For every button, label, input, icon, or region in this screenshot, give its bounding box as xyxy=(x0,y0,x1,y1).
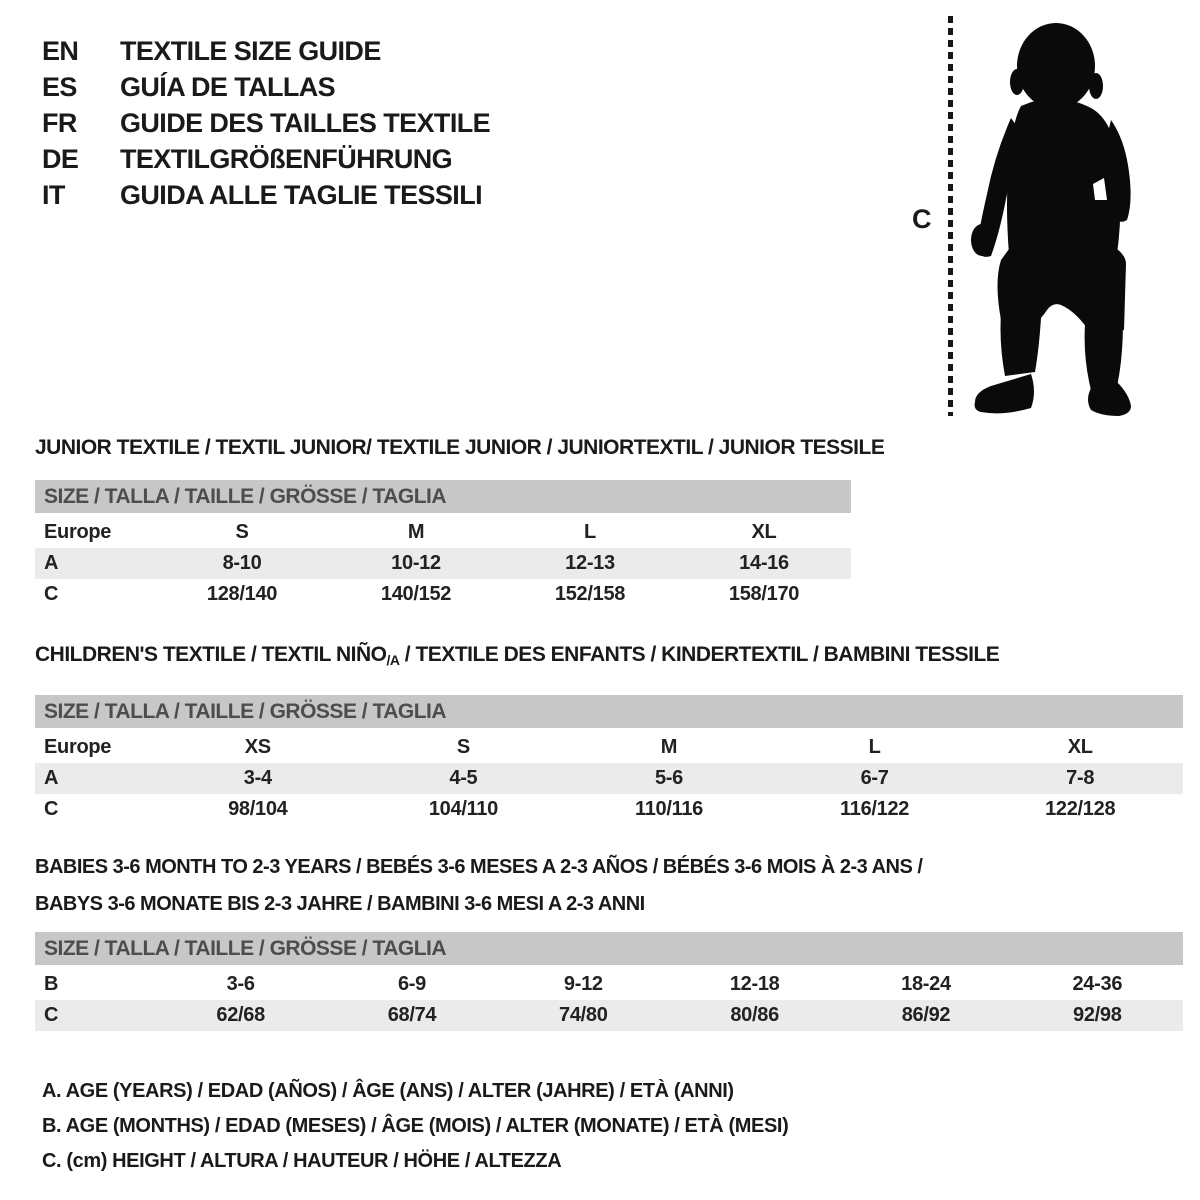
cell: 8-10 xyxy=(222,552,262,574)
cell: L xyxy=(868,736,881,758)
table-row xyxy=(35,1000,1183,1031)
row-label: Europe xyxy=(44,736,112,758)
babies-section-title-line1: BABIES 3-6 MONTH TO 2-3 YEARS / BEBÉS 3-6 MESES A 2-3 AÑOS / BÉBÉS 3-6 MOIS À 2-3 ANS / xyxy=(35,856,923,878)
cell: 18-24 xyxy=(901,973,951,995)
cell: 92/98 xyxy=(1073,1004,1122,1026)
cell: 12-18 xyxy=(729,973,780,995)
cell: 110/116 xyxy=(634,798,703,820)
table-row xyxy=(35,548,851,579)
table-row xyxy=(35,732,1183,763)
table-row xyxy=(35,794,1183,825)
babies-section-title-line2: BABYS 3-6 MONATE BIS 2-3 JAHRE / BAMBINI 3-6 MESI A 2-3 ANNI xyxy=(35,893,645,915)
cell: 6-9 xyxy=(397,973,426,995)
lang-row-en xyxy=(42,33,490,69)
lang-code: IT xyxy=(42,179,65,210)
junior-section-title: JUNIOR TEXTILE / TEXTIL JUNIOR/ TEXTILE JUNIOR / JUNIORTEXTIL / JUNIOR TESSILE xyxy=(35,436,885,459)
lang-row-de xyxy=(42,141,490,177)
cell: 4-5 xyxy=(449,767,478,789)
lang-code: DE xyxy=(42,143,79,174)
cell: 140/152 xyxy=(380,583,452,605)
cell: 3-4 xyxy=(243,767,272,789)
cell: XS xyxy=(244,736,271,758)
cell: 24-36 xyxy=(1072,973,1123,995)
children-title-text: CHILDREN'S TEXTILE / TEXTIL NIÑO xyxy=(35,643,387,666)
size-header-bar: SIZE / TALLA / TAILLE / GRÖSSE / TAGLIA xyxy=(35,695,1183,728)
cell: XL xyxy=(1067,736,1093,758)
cell: 9-12 xyxy=(563,973,603,995)
cell: 104/110 xyxy=(428,798,498,820)
guide-title: GUIDE DES TAILLES TEXTILE xyxy=(120,107,491,138)
table-row xyxy=(35,969,1183,1000)
row-label: Europe xyxy=(44,521,112,543)
size-header-bar: SIZE / TALLA / TAILLE / GRÖSSE / TAGLIA xyxy=(35,480,851,513)
lang-code: EN xyxy=(42,35,79,66)
language-title-block xyxy=(42,33,490,213)
cell: M xyxy=(660,736,678,758)
babies-size-table xyxy=(35,969,1183,1031)
guide-title: TEXTILGRÖßENFÜHRUNG xyxy=(120,143,453,174)
row-label: A xyxy=(44,767,59,789)
lang-code: FR xyxy=(42,107,77,138)
children-section xyxy=(35,643,1183,825)
cell: 80/86 xyxy=(730,1004,779,1026)
children-size-table xyxy=(35,732,1183,825)
cell: M xyxy=(407,521,425,543)
cell: L xyxy=(584,521,596,543)
table-row xyxy=(35,579,851,610)
row-label: C xyxy=(44,798,59,820)
cell: 128/140 xyxy=(206,583,278,605)
lang-row-es xyxy=(42,69,490,105)
cell: 14-16 xyxy=(739,552,789,574)
cell: 158/170 xyxy=(728,583,800,605)
cell: 10-12 xyxy=(391,552,441,574)
cell: 12-13 xyxy=(565,552,615,574)
children-section-title xyxy=(35,643,1183,672)
cell: 122/128 xyxy=(1045,798,1116,820)
row-label: A xyxy=(44,552,59,574)
lang-row-it xyxy=(42,177,490,213)
toddler-silhouette-icon xyxy=(965,14,1145,419)
cell: 152/158 xyxy=(554,583,626,605)
measurement-legend xyxy=(42,1074,788,1179)
cell: 74/80 xyxy=(559,1004,608,1026)
junior-section xyxy=(35,436,885,610)
height-measure-figure xyxy=(900,0,1200,430)
cell: XL xyxy=(751,521,777,543)
guide-title: GUIDA ALLE TAGLIE TESSILI xyxy=(120,179,482,210)
row-label: C xyxy=(44,1004,59,1026)
cell: 62/68 xyxy=(216,1004,265,1026)
cell: S xyxy=(235,521,249,543)
cell: 7-8 xyxy=(1066,767,1095,789)
cell: 98/104 xyxy=(228,798,288,820)
junior-size-table xyxy=(35,517,851,610)
cell: 6-7 xyxy=(860,767,889,789)
cell: 5-6 xyxy=(654,767,683,789)
cell: 3-6 xyxy=(226,973,255,995)
cell: S xyxy=(456,736,470,758)
row-label: C xyxy=(44,583,59,605)
row-label: B xyxy=(44,973,59,995)
legend-line-b: B. AGE (MONTHS) / EDAD (MESES) / ÂGE (MOIS) / ALTER (MONATE) / ETÀ (MESI) xyxy=(42,1115,789,1137)
table-row xyxy=(35,517,851,548)
cell: 68/74 xyxy=(387,1004,437,1026)
lang-code: ES xyxy=(42,71,77,102)
size-header-bar: SIZE / TALLA / TAILLE / GRÖSSE / TAGLIA xyxy=(35,932,1183,965)
cell: 116/122 xyxy=(840,798,910,820)
lang-row-fr xyxy=(42,105,490,141)
cell: 86/92 xyxy=(901,1004,951,1026)
children-title-sub: /A xyxy=(386,652,400,668)
height-measure-label: C xyxy=(912,204,932,234)
table-row xyxy=(35,763,1183,794)
height-dashed-line xyxy=(948,16,953,416)
children-title-text: / TEXTILE DES ENFANTS / KINDERTEXTIL / BAMBINI TESSILE xyxy=(399,643,1000,666)
legend-line-c: C. (cm) HEIGHT / ALTURA / HAUTEUR / HÖHE / ALTEZZA xyxy=(42,1150,562,1172)
babies-section xyxy=(35,849,1183,1031)
guide-title: TEXTILE SIZE GUIDE xyxy=(120,35,381,66)
guide-title: GUÍA DE TALLAS xyxy=(120,71,336,102)
legend-line-a: A. AGE (YEARS) / EDAD (AÑOS) / ÂGE (ANS) / ALTER (JAHRE) / ETÀ (ANNI) xyxy=(42,1080,734,1102)
